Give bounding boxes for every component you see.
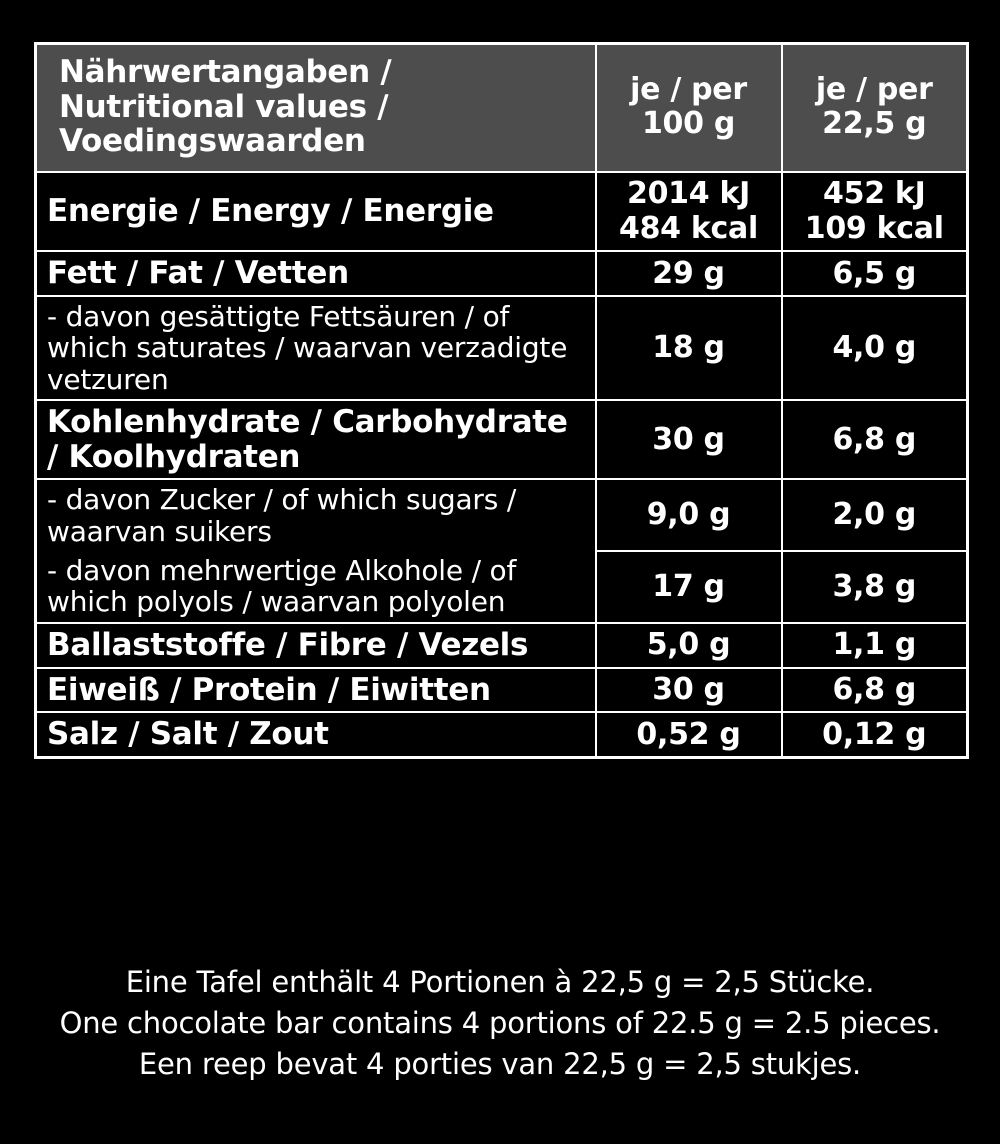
header-per-100g-line2: 100 g bbox=[641, 106, 736, 142]
row-value-fat-per-portion: 6,5 g bbox=[782, 251, 968, 296]
row-value-saturates-per-100g: 18 g bbox=[596, 296, 782, 400]
table-row bbox=[36, 712, 968, 757]
header-per-100g-line1: je / per bbox=[630, 72, 747, 108]
row-value-carbohydrate-per-portion: 6,8 g bbox=[782, 400, 968, 479]
table-row bbox=[36, 668, 968, 713]
row-value-salt-per-100g: 0,52 g bbox=[596, 712, 782, 757]
row-value-energy-per-100g bbox=[596, 172, 782, 251]
table-header-row bbox=[36, 44, 968, 173]
table-row bbox=[36, 251, 968, 296]
table-row bbox=[36, 296, 968, 400]
header-per-portion-line1: je / per bbox=[815, 72, 933, 108]
row-label-polyols: - davon mehrwertige Alkohole / of which polyols / waarvan polyolen bbox=[36, 551, 596, 623]
row-label-energy: Energie / Energy / Energie bbox=[36, 172, 596, 251]
row-value-polyols-per-100g: 17 g bbox=[596, 551, 782, 623]
row-label-sugars: - davon Zucker / of which sugars / waarvan suikers bbox=[36, 479, 596, 551]
row-value-fat-per-100g: 29 g bbox=[596, 251, 782, 296]
nutrition-panel bbox=[34, 42, 966, 759]
energy-kj-portion: 452 kJ bbox=[823, 176, 926, 212]
table-row bbox=[36, 623, 968, 668]
footnote-line-nl: Een reep bevat 4 porties van 22,5 g = 2,5 stukjes. bbox=[138, 1047, 862, 1082]
row-value-protein-per-portion: 6,8 g bbox=[782, 668, 968, 713]
table-row bbox=[36, 172, 968, 251]
row-label-salt: Salz / Salt / Zout bbox=[36, 712, 596, 757]
row-value-carbohydrate-per-100g: 30 g bbox=[596, 400, 782, 479]
row-value-protein-per-100g: 30 g bbox=[596, 668, 782, 713]
row-value-energy-per-portion bbox=[782, 172, 968, 251]
row-value-sugars-per-100g: 9,0 g bbox=[596, 479, 782, 551]
footnote-line-en: One chocolate bar contains 4 portions of 22.5 g = 2.5 pieces. bbox=[59, 1006, 941, 1041]
table-row bbox=[36, 400, 968, 479]
row-value-fibre-per-100g: 5,0 g bbox=[596, 623, 782, 668]
portion-footnote bbox=[0, 962, 1000, 1086]
row-value-salt-per-portion: 0,12 g bbox=[782, 712, 968, 757]
row-value-polyols-per-portion: 3,8 g bbox=[782, 551, 968, 623]
nutrition-table bbox=[34, 42, 969, 759]
header-cell-per-100g bbox=[596, 44, 782, 173]
row-value-saturates-per-portion: 4,0 g bbox=[782, 296, 968, 400]
row-label-fat: Fett / Fat / Vetten bbox=[36, 251, 596, 296]
row-value-sugars-per-portion: 2,0 g bbox=[782, 479, 968, 551]
header-per-portion-line2: 22,5 g bbox=[822, 106, 927, 142]
row-label-protein: Eiweiß / Protein / Eiwitten bbox=[36, 668, 596, 713]
row-label-carbohydrate: Kohlenhydrate / Carbohydrate / Koolhydraten bbox=[36, 400, 596, 479]
header-cell-per-portion bbox=[782, 44, 968, 173]
footnote-line-de: Eine Tafel enthält 4 Portionen à 22,5 g = 2,5 Stücke. bbox=[125, 965, 875, 999]
energy-kj-100g: 2014 kJ bbox=[627, 176, 750, 212]
header-cell-label: Nährwertangaben / Nutritional values / Voedingswaarden bbox=[36, 44, 596, 173]
energy-kcal-portion: 109 kcal bbox=[804, 210, 944, 246]
row-value-fibre-per-portion: 1,1 g bbox=[782, 623, 968, 668]
table-row bbox=[36, 479, 968, 551]
row-label-fibre: Ballaststoffe / Fibre / Vezels bbox=[36, 623, 596, 668]
energy-kcal-100g: 484 kcal bbox=[619, 210, 758, 246]
table-row bbox=[36, 551, 968, 623]
row-label-saturates: - davon gesättigte Fettsäuren / of which saturates / waarvan verzadigte vetzuren bbox=[36, 296, 596, 400]
